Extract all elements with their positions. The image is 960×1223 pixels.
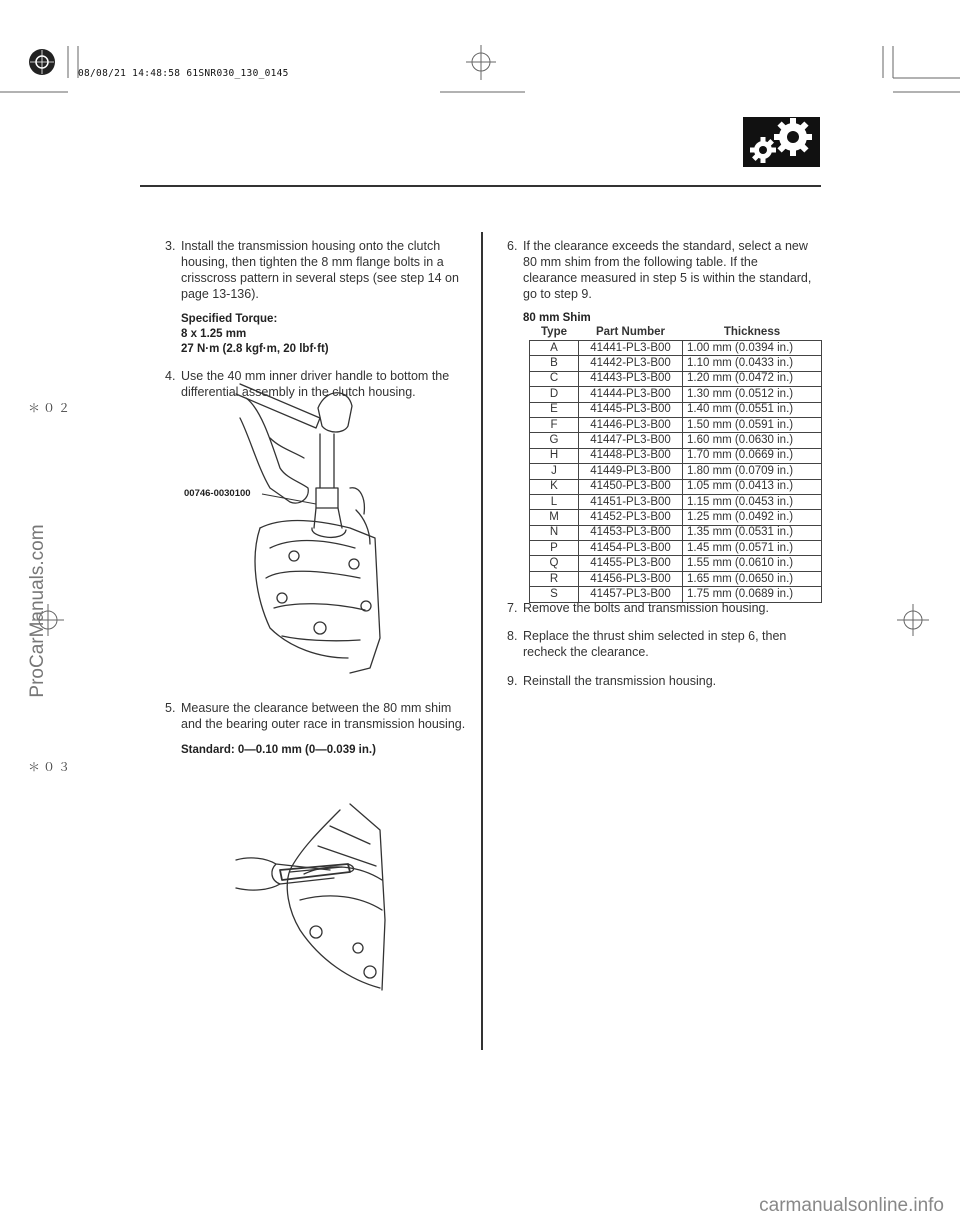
table-cell-part-number: 41442-PL3-B00 [579,356,683,371]
table-cell-type: B [530,356,579,371]
step-8 [507,628,817,660]
tool-number-label: 00746-0030100 [184,488,251,499]
table-row [530,417,822,432]
torque-title: Specified Torque: [181,313,278,325]
table-cell-part-number: 41448-PL3-B00 [579,448,683,463]
table-row [530,510,822,525]
table-cell-type: A [530,341,579,356]
table-cell-thickness: 1.40 mm (0.0551 in.) [683,402,822,417]
table-cell-type: D [530,387,579,402]
table-cell-type: P [530,541,579,556]
step-number: 8. [507,629,518,643]
table-cell-part-number: 41441-PL3-B00 [579,341,683,356]
table-cell-thickness: 1.10 mm (0.0433 in.) [683,356,822,371]
table-cell-part-number: 41454-PL3-B00 [579,541,683,556]
table-cell-type: S [530,587,579,602]
table-cell-type: Q [530,556,579,571]
table-cell-part-number: 41447-PL3-B00 [579,433,683,448]
column-header-thickness: Thickness [723,326,781,338]
step-number: 3. [165,239,176,253]
table-cell-part-number: 41451-PL3-B00 [579,494,683,509]
table-cell-part-number: 41446-PL3-B00 [579,417,683,432]
table-cell-type: L [530,494,579,509]
column-header-part-number: Part Number [595,326,666,338]
table-cell-type: M [530,510,579,525]
table-row [530,556,822,571]
table-cell-thickness: 1.55 mm (0.0610 in.) [683,556,822,571]
table-row [530,541,822,556]
step-number: 6. [507,239,518,253]
table-cell-thickness: 1.25 mm (0.0492 in.) [683,510,822,525]
step-number: 7. [507,601,518,615]
side-marker-03: ＊０３ [28,760,74,774]
table-row [530,525,822,540]
table-cell-part-number: 41445-PL3-B00 [579,402,683,417]
step-3 [165,238,475,302]
table-row [530,402,822,417]
clearance-standard: Standard: 0—0.10 mm (0—0.039 in.) [181,744,376,756]
header-rule [140,185,821,187]
bottom-watermark: carmanualsonline.info [759,1195,944,1216]
table-cell-thickness: 1.30 mm (0.0512 in.) [683,387,822,402]
specified-torque [181,312,329,357]
step-text: Remove the bolts and transmission housing. [523,601,769,615]
step-9 [507,673,817,689]
table-cell-type: N [530,525,579,540]
table-cell-type: R [530,571,579,586]
table-cell-type: G [530,433,579,448]
figure-feeler-gauge [230,800,400,1000]
table-cell-thickness: 1.05 mm (0.0413 in.) [683,479,822,494]
step-text: Use the 40 mm inner driver handle to bottom the differential assembly in the clutch housing. [181,369,450,399]
table-cell-thickness: 1.15 mm (0.0453 in.) [683,494,822,509]
table-row [530,448,822,463]
table-row [530,356,822,371]
table-cell-thickness: 1.80 mm (0.0709 in.) [683,464,822,479]
table-cell-thickness: 1.35 mm (0.0531 in.) [683,525,822,540]
table-row [530,387,822,402]
step-text: If the clearance exceeds the standard, select a new 80 mm shim from the following table. If the clearance measured in step 5 is within the standard, go to step 9. [523,239,812,301]
step-number: 5. [165,701,176,715]
table-header-row [530,324,822,341]
table-cell-part-number: 41453-PL3-B00 [579,525,683,540]
table-row [530,479,822,494]
gears-icon [743,117,820,167]
table-row [530,494,822,509]
table-cell-part-number: 41455-PL3-B00 [579,556,683,571]
step-number: 4. [165,369,176,383]
print-stamp: 08/08/21 14:48:58 61SNR030_130_0145 [78,68,289,79]
table-row [530,433,822,448]
step-text: Reinstall the transmission housing. [523,674,717,688]
step-5 [165,700,475,732]
shim-table-body [530,341,822,603]
table-cell-type: K [530,479,579,494]
table-cell-part-number: 41443-PL3-B00 [579,371,683,386]
table-row [530,341,822,356]
table-cell-type: C [530,371,579,386]
column-divider [481,232,483,1050]
table-cell-part-number: 41456-PL3-B00 [579,571,683,586]
table-cell-part-number: 41444-PL3-B00 [579,387,683,402]
shim-table [529,324,822,603]
step-number: 9. [507,674,518,688]
table-cell-type: F [530,417,579,432]
table-cell-thickness: 1.65 mm (0.0650 in.) [683,571,822,586]
side-watermark: ProCarManuals.com [27,524,48,698]
step-text: Measure the clearance between the 80 mm shim and the bearing outer race in transmission housing. [181,701,466,731]
torque-bolt-size: 8 x 1.25 mm [181,328,247,340]
table-cell-thickness: 1.00 mm (0.0394 in.) [683,341,822,356]
table-cell-thickness: 1.20 mm (0.0472 in.) [683,371,822,386]
step-6 [507,238,817,302]
column-header-type: Type [541,326,567,338]
table-cell-type: E [530,402,579,417]
table-cell-type: H [530,448,579,463]
shim-table-title: 80 mm Shim [523,312,591,324]
table-cell-thickness: 1.75 mm (0.0689 in.) [683,587,822,602]
table-cell-part-number: 41452-PL3-B00 [579,510,683,525]
step-7 [507,600,817,616]
table-cell-part-number: 41450-PL3-B00 [579,479,683,494]
torque-value: 27 N·m (2.8 kgf·m, 20 lbf·ft) [181,343,329,355]
table-cell-thickness: 1.50 mm (0.0591 in.) [683,417,822,432]
table-row [530,371,822,386]
step-text: Replace the thrust shim selected in step 6, then recheck the clearance. [523,629,787,659]
table-cell-type: J [530,464,579,479]
table-cell-thickness: 1.45 mm (0.0571 in.) [683,541,822,556]
table-row [530,464,822,479]
step-text: Install the transmission housing onto the clutch housing, then tighten the 8 mm flange bolts in a crisscross pattern in several steps (see step 14 on page 13-136). [181,239,459,301]
table-cell-thickness: 1.70 mm (0.0669 in.) [683,448,822,463]
table-row [530,571,822,586]
table-cell-part-number: 41457-PL3-B00 [579,587,683,602]
figure-driver-handle [170,378,390,678]
table-cell-part-number: 41449-PL3-B00 [579,464,683,479]
table-cell-thickness: 1.60 mm (0.0630 in.) [683,433,822,448]
side-marker-02: ＊０２ [28,401,74,415]
